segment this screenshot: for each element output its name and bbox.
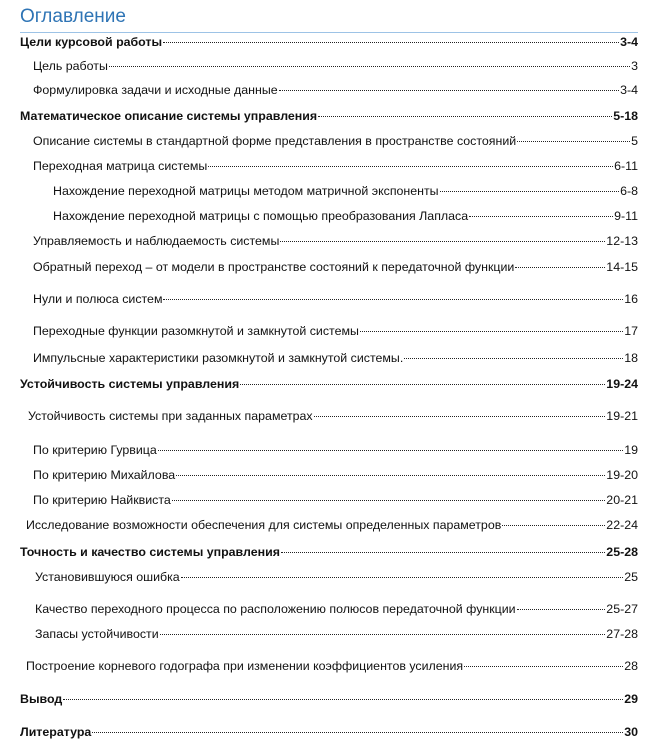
toc-leader [158, 450, 623, 451]
toc-entry-task-statement[interactable] [33, 82, 638, 98]
toc-leader [469, 216, 613, 217]
toc-page-number: 19-21 [606, 409, 638, 423]
toc-entry-step-response[interactable] [33, 323, 638, 339]
toc-leader [163, 42, 619, 43]
toc-leader [314, 416, 606, 417]
toc-entry-zeros-poles[interactable] [33, 291, 638, 307]
toc-page-number: 28 [624, 659, 638, 673]
toc-entry-stability[interactable] [20, 376, 638, 392]
toc-entry-label: Устойчивость системы при заданных параметрах [28, 409, 313, 423]
toc-entry-state-space-form[interactable] [33, 133, 638, 149]
toc-leader [208, 166, 613, 167]
toc-entry-stability-margins[interactable] [35, 626, 638, 642]
toc-entry-controllability[interactable] [33, 233, 638, 249]
toc-entry-label: Исследование возможности обеспечения для системы определенных параметров [26, 518, 502, 532]
toc-entry-course-goals[interactable] [20, 34, 638, 50]
toc-page-number: 19-20 [606, 468, 638, 482]
toc-entry-label: Цели курсовой работы [20, 35, 163, 49]
toc-entry-nyquist[interactable] [33, 492, 638, 508]
toc-page-number: 25 [624, 570, 638, 584]
toc-entry-laplace[interactable] [53, 208, 638, 224]
toc-entry-hurwitz[interactable] [33, 442, 638, 458]
toc-page-number: 3 [631, 59, 638, 73]
toc-entry-root-locus[interactable] [26, 658, 638, 674]
toc-entry-label: Нахождение переходной матрицы с помощью преобразования Лапласа [53, 209, 469, 223]
toc-entry-matrix-exponent[interactable] [53, 183, 638, 199]
toc-page-number: 19 [624, 443, 638, 457]
toc-entry-label: Управляемость и наблюдаемость системы [33, 234, 280, 248]
toc-entry-label: По критерию Гурвица [33, 443, 157, 457]
toc-entry-accuracy-quality[interactable] [20, 544, 638, 560]
toc-page-number: 16 [624, 292, 638, 306]
toc-page-number: 20-21 [606, 493, 638, 507]
toc-page-number: 19-24 [606, 377, 638, 391]
toc-leader [63, 699, 623, 700]
toc-entry-label: По критерию Найквиста [33, 493, 171, 507]
toc-leader [318, 116, 612, 117]
toc-leader [160, 634, 606, 635]
toc-leader [92, 732, 623, 733]
toc-entry-label: Нули и полюса систем [33, 292, 163, 306]
toc-entry-transition-matrix[interactable] [33, 158, 638, 174]
toc-leader [176, 475, 605, 476]
toc-entry-label: Построение корневого годографа при изменении коэффициентов усиления [26, 659, 464, 673]
toc-page-number: 3-4 [620, 83, 638, 97]
toc-entry-stability-given-params[interactable] [28, 408, 638, 424]
toc-entry-literature[interactable] [20, 724, 638, 740]
toc-entry-work-goal[interactable] [33, 58, 638, 74]
toc-page-number: 27-28 [606, 627, 638, 641]
toc-leader [440, 191, 619, 192]
toc-leader [163, 299, 623, 300]
toc-entry-label: Точность и качество системы управления [20, 545, 280, 559]
toc-leader [172, 500, 606, 501]
toc-leader [240, 384, 605, 385]
toc-leader [360, 331, 623, 332]
toc-page-number: 29 [624, 692, 638, 706]
toc-leader [279, 90, 619, 91]
toc-entry-math-description[interactable] [20, 108, 638, 124]
toc-entry-label: Литература [20, 725, 92, 739]
toc-leader [404, 358, 623, 359]
toc-entry-impulse-response[interactable] [33, 350, 638, 366]
toc-entry-conclusion[interactable] [20, 691, 638, 707]
toc-entry-label: Формулировка задачи и исходные данные [33, 83, 278, 97]
toc-page-number: 22-24 [606, 518, 638, 532]
toc-page-number: 25-27 [606, 602, 638, 616]
toc-page-number: 3-4 [620, 35, 638, 49]
toc-page-number: 14-15 [606, 260, 638, 274]
toc-entry-label: Установившуюся ошибка [35, 570, 180, 584]
toc-entry-mikhailov[interactable] [33, 467, 638, 483]
toc-leader [502, 525, 605, 526]
toc-leader [281, 552, 605, 553]
toc-page-number: 18 [624, 351, 638, 365]
toc-entry-label: Переходная матрица системы [33, 159, 208, 173]
toc-leader [280, 241, 605, 242]
toc-entry-label: Запасы устойчивости [35, 627, 159, 641]
toc-leader [515, 267, 605, 268]
toc-page-number: 9-11 [614, 209, 638, 223]
title-rule [20, 32, 638, 33]
page-title: Оглавление [20, 6, 126, 27]
toc-page-number: 6-11 [614, 159, 638, 173]
toc-page-number: 30 [624, 725, 638, 739]
toc-page-number: 5 [631, 134, 638, 148]
toc-entry-params-research[interactable] [26, 517, 638, 533]
toc-entry-label: Обратный переход – от модели в пространстве состояний к передаточной функции [33, 260, 515, 274]
toc-entry-label: Описание системы в стандартной форме представления в пространстве состояний [33, 134, 517, 148]
toc-leader [517, 141, 630, 142]
toc-entry-label: Качество переходного процесса по расположению полюсов передаточной функции [35, 602, 516, 616]
toc-leader [464, 666, 623, 667]
toc-page-number: 25-28 [606, 545, 638, 559]
toc-entry-label: По критерию Михайлова [33, 468, 176, 482]
toc-entry-label: Импульсные характеристики разомкнутой и замкнутой системы. [33, 351, 404, 365]
toc-leader [109, 66, 630, 67]
toc-entry-label: Нахождение переходной матрицы методом матричной экспоненты [53, 184, 439, 198]
toc-entry-inverse-transition[interactable] [33, 259, 638, 275]
toc-page-number: 12-13 [606, 234, 638, 248]
toc-entry-label: Цель работы [33, 59, 108, 73]
toc-page-number: 5-18 [613, 109, 638, 123]
toc-leader [517, 609, 606, 610]
toc-entry-steady-state-error[interactable] [35, 569, 638, 585]
toc-entry-transient-quality[interactable] [35, 601, 638, 617]
toc-page-number: 6-8 [620, 184, 638, 198]
toc-leader [181, 577, 624, 578]
toc-entry-label: Переходные функции разомкнутой и замкнутой системы [33, 324, 359, 338]
toc-entry-label: Математическое описание системы управления [20, 109, 318, 123]
toc-entry-label: Устойчивость системы управления [20, 377, 240, 391]
toc-page-number: 17 [624, 324, 638, 338]
toc-entry-label: Вывод [20, 692, 63, 706]
